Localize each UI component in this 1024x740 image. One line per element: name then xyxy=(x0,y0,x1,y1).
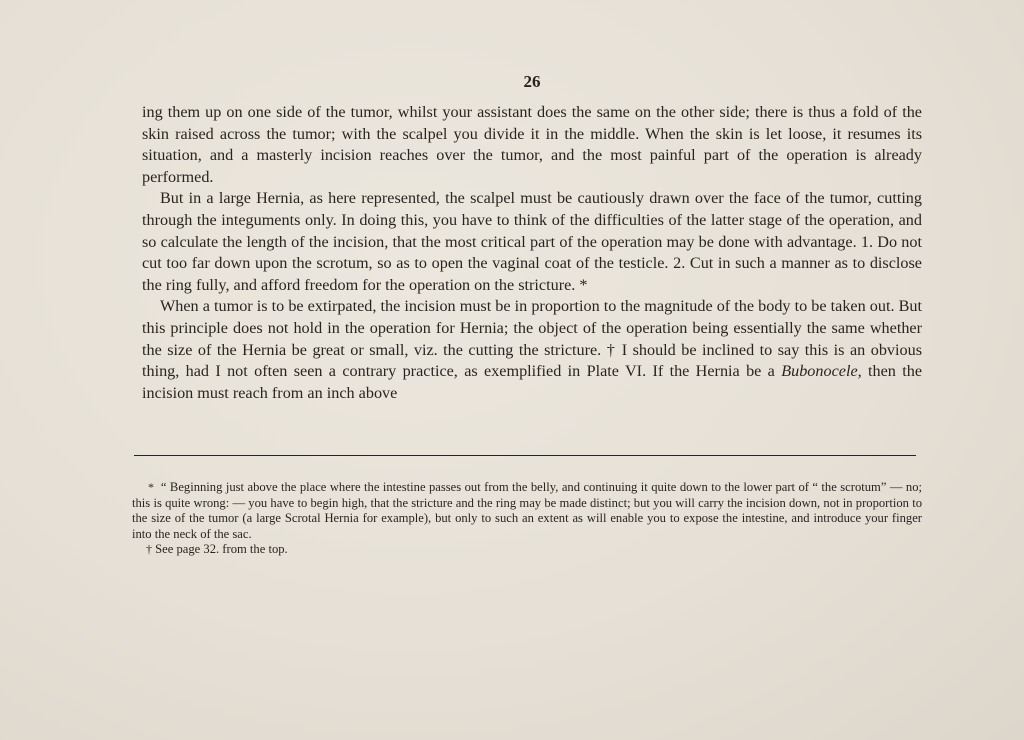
footnote-1-marker: * xyxy=(148,480,154,494)
footnote-1 xyxy=(132,480,922,542)
paragraph-3 xyxy=(142,296,922,404)
bubonocele-term: Bubonocele, xyxy=(781,362,862,381)
footnote-1-text: “ Beginning just above the place where the intestine passes out from the belly, and continuing it quite down to the lower part of “ the scrotum” — no; this is quite wrong: — you have to begin high, that the stricture and the ring may be made distinct; but you will carry the incision down, not in proportion to the size of the tumor (a large Scrotal Hernia for example), but only to such an extent as will enable you to expose the intestine, and introduce your finger into the neck of the sac. xyxy=(132,480,922,541)
footnote-rule xyxy=(134,455,916,456)
paragraph-3-tail: then the incision must reach from an inch above xyxy=(142,362,923,402)
page-number: 26 xyxy=(523,72,541,91)
paragraph-3-text: When a tumor is to be extirpated, the incision must be in proportion to the magnitude of the body to be taken out. But this principle does not hold in the operation for Hernia; the object of the operation being essentially the same whether the size of the Hernia be great or small, viz. the cutting the stricture. † I should be inclined to say this is an obvious thing, had I not often seen a contrary practice, as exemplified in Plate VI. If the Hernia be a xyxy=(142,297,922,381)
footnote-2-marker: † xyxy=(146,542,152,557)
footnotes xyxy=(132,480,922,558)
paragraph-1: ing them up on one side of the tumor, whilst your assistant does the same on the other side; there is thus a fold of the skin raised across the tumor; with the scalpel you divide it in the middle. When the skin is let loose, it resumes its situation, and a masterly incision reaches over the tumor, and the most painful part of the operation is already performed. xyxy=(142,103,922,186)
footnote-2 xyxy=(132,542,922,558)
paragraph-2: But in a large Hernia, as here represented, the scalpel must be cautiously drawn over the face of the tumor, cutting through the integuments only. In doing this, you have to think of the difficulties of the latter stage of the operation, and so calculate the length of the incision, that the most critical part of the operation may be done with advantage. 1. Do not cut too far down upon the scrotum, so as to open the vaginal coat of the testicle. 2. Cut in such a manner as to disclose the ring fully, and afford freedom for the operation on the stricture. * xyxy=(142,189,922,294)
footnote-2-text: See page 32. from the top. xyxy=(155,542,288,557)
body-text xyxy=(142,102,922,404)
